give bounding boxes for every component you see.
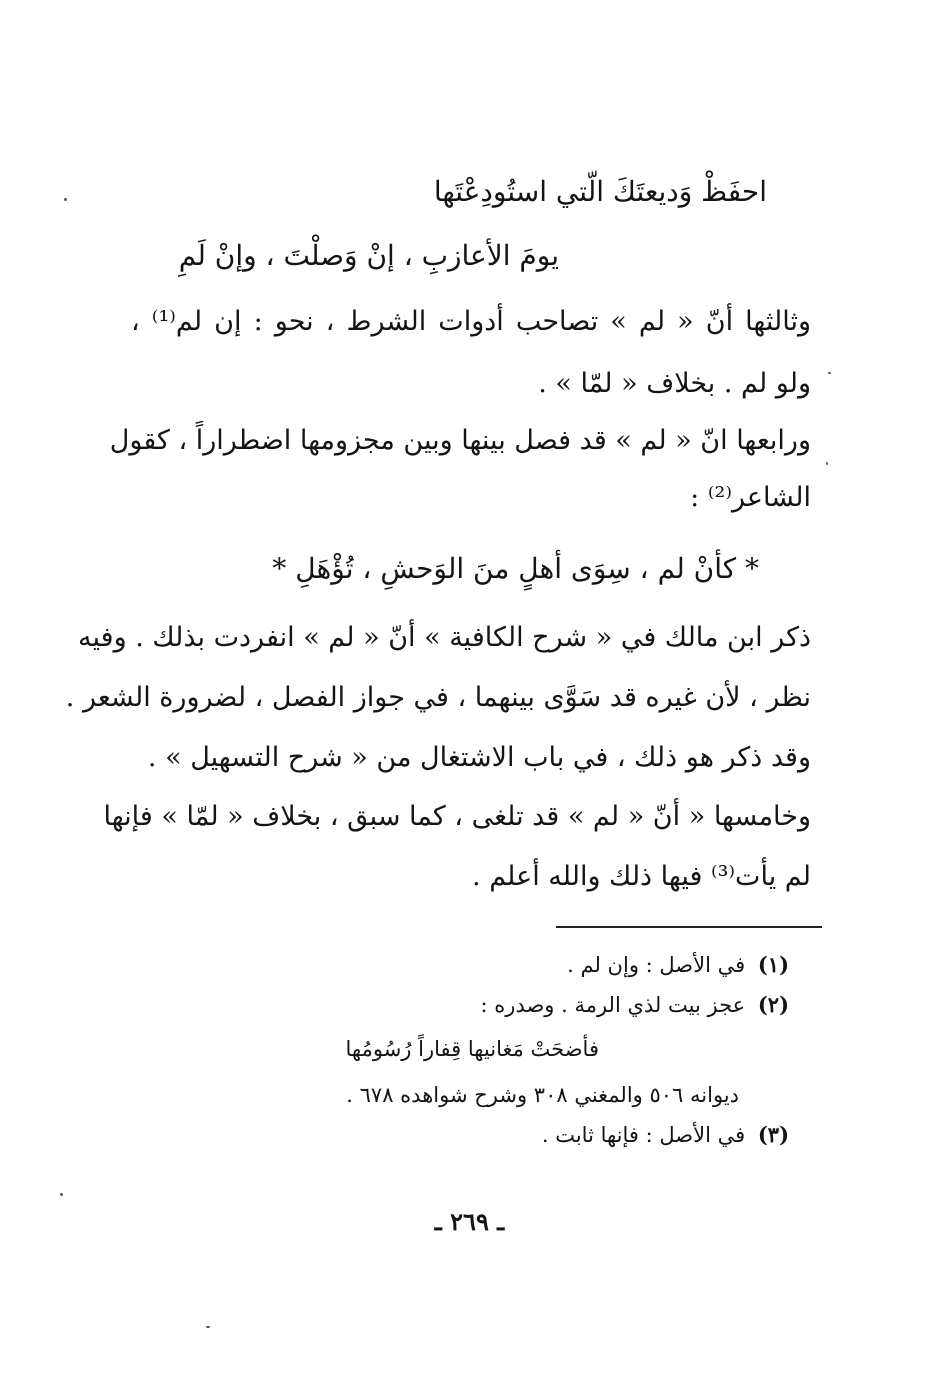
footnote-2-text: عجز بيت لذي الرمة . وصدره : xyxy=(480,993,746,1017)
paragraph-4-line-2: الشاعر⁽²⁾ : xyxy=(690,482,811,513)
footnote-2-number: (٢) xyxy=(757,992,789,1017)
footnote-2-verse-text: فأضحَتْ مَغانيها قِفاراً رُسُومُها xyxy=(345,1037,599,1061)
paragraph-4-line-1: ورابعها انّ « لم » قد فصل بينها وبين مجزومها اضطراراً ، كقول xyxy=(109,425,811,456)
paragraph-ibn-malik-line-1: ذكر ابن مالك في « شرح الكافية » أنّ « لم » انفردت بذلك . وفيه xyxy=(78,622,811,653)
scan-speck xyxy=(828,372,831,374)
paragraph-3-line-1: وثالثها أنّ « لم » تصاحب أدوات الشرط ، نحو : إن لم⁽¹⁾ ، xyxy=(131,306,811,337)
footnote-2 xyxy=(481,990,789,1020)
poem-line-2: يومَ الأعازبِ ، إنْ وَصلْتَ ، وإنْ لَمِ xyxy=(178,239,559,272)
paragraph-5-line-1: وخامسها « أنّ « لم » قد تلغى ، كما سبق ، بخلاف « لمّا » فإنها xyxy=(103,801,811,832)
footnote-3-text: في الأصل : فإنها ثابت . xyxy=(541,1123,746,1147)
footnote-2-verse xyxy=(346,1034,599,1064)
scan-speck xyxy=(826,462,828,465)
footnote-3 xyxy=(542,1120,789,1150)
footnote-2-sources xyxy=(346,1080,739,1110)
scan-speck xyxy=(60,1193,63,1196)
scan-speck xyxy=(64,198,67,201)
paragraph-ibn-malik-line-3: وقد ذكر هو ذلك ، في باب الاشتغال من « شرح التسهيل » . xyxy=(147,742,811,773)
scan-speck xyxy=(206,1326,210,1328)
footnote-1-number: (١) xyxy=(757,952,789,977)
footnote-separator xyxy=(556,926,822,928)
footnote-1 xyxy=(567,950,789,980)
paragraph-3-line-2: ولو لم . بخلاف « لمّا » . xyxy=(538,368,811,399)
footnote-3-number: (٣) xyxy=(757,1122,789,1147)
poem-line-1: احفَظْ وَديعتَكَ الّتي استُودِعْتَها xyxy=(433,175,767,208)
paragraph-ibn-malik-line-2: نظر ، لأن غيره قد سَوَّى بينهما ، في جواز الفصل ، لضرورة الشعر . xyxy=(65,682,811,713)
verse-line: * كأنْ لم ، سِوَى أهلٍ منَ الوَحشِ ، تُؤْهَلِ * xyxy=(272,552,759,585)
page-number: ـ ٢٦٩ ـ xyxy=(434,1207,505,1236)
paragraph-5-line-2: لم يأت⁽³⁾ فيها ذلك والله أعلم . xyxy=(472,861,811,892)
footnote-2-sources-text: ديوانه ٥٠٦ والمغني ٣٠٨ وشرح شواهده ٦٧٨ . xyxy=(346,1083,739,1107)
footnote-1-text: في الأصل : وإن لم . xyxy=(567,953,746,977)
